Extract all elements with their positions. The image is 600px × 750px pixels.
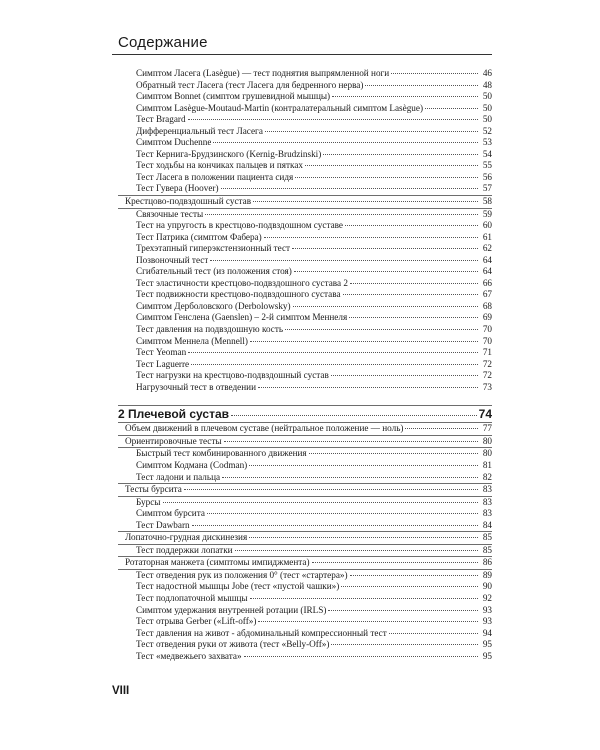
toc-entry[interactable] xyxy=(118,266,492,278)
toc-entry-title: Симптом Bonnet (симптом грушевидной мышцы) xyxy=(136,91,331,102)
toc-entry-page: 93 xyxy=(482,616,492,627)
toc-section[interactable] xyxy=(118,483,492,496)
toc-entry[interactable] xyxy=(118,126,492,138)
dot-leader xyxy=(295,177,478,178)
page-header-title: Содержание xyxy=(118,34,208,51)
toc-entry-page: 69 xyxy=(482,312,492,323)
toc-entry-title: Ротаторная манжета (симптомы импиджмента) xyxy=(125,557,310,568)
toc-entry-title: Крестцово-подвздошный сустав xyxy=(125,196,252,207)
toc-section[interactable] xyxy=(118,435,492,448)
dot-leader xyxy=(294,271,478,272)
toc-entry-title: Бурсы xyxy=(136,496,161,507)
toc-entry[interactable] xyxy=(118,593,492,605)
toc-entry[interactable] xyxy=(118,114,492,126)
table-of-contents xyxy=(118,68,492,662)
toc-entry-page: 94 xyxy=(482,627,492,638)
toc-entry-page: 61 xyxy=(482,231,492,242)
toc-entry-title: Симптом бурсита xyxy=(136,508,205,519)
dot-leader xyxy=(224,441,478,442)
toc-entry-title: Тест отведения рук из положения 0° (тест «стартера») xyxy=(136,569,348,580)
toc-entry[interactable] xyxy=(118,520,492,532)
dot-leader xyxy=(213,142,478,143)
dot-leader xyxy=(221,188,478,189)
toc-entry-title: Симптом Дерболовского (Derbolowsky) xyxy=(136,300,291,311)
toc-entry-title: Тест давления на живот - абдоминальный компрессионный тест xyxy=(136,627,387,638)
toc-entry-page: 77 xyxy=(482,423,492,434)
toc-entry-title: Тест отрыва Gerber («Lift-off») xyxy=(136,616,257,627)
toc-entry[interactable] xyxy=(118,255,492,267)
toc-entry[interactable] xyxy=(118,80,492,92)
toc-entry[interactable] xyxy=(118,605,492,617)
toc-entry[interactable] xyxy=(118,639,492,651)
toc-entry-title: Тест Гувера (Hoover) xyxy=(136,183,219,194)
toc-entry[interactable] xyxy=(118,278,492,290)
toc-entry-page: 72 xyxy=(482,358,492,369)
toc-entry-page: 50 xyxy=(482,114,492,125)
dot-leader xyxy=(331,375,478,376)
toc-entry[interactable] xyxy=(118,137,492,149)
toc-entry-page: 83 xyxy=(482,484,492,495)
toc-entry[interactable] xyxy=(118,508,492,520)
toc-entry[interactable] xyxy=(118,472,492,484)
dot-leader xyxy=(188,119,478,120)
toc-entry[interactable] xyxy=(118,160,492,172)
toc-entry-page: 95 xyxy=(482,639,492,650)
dot-leader xyxy=(191,364,478,365)
toc-entry-title: 2 Плечевой сустав xyxy=(118,407,230,422)
toc-entry-title: Тест давления на подвздошную кость xyxy=(136,324,284,335)
toc-entry-page: 60 xyxy=(482,220,492,231)
toc-entry-page: 64 xyxy=(482,254,492,265)
dot-leader xyxy=(258,621,478,622)
toc-entry-page: 85 xyxy=(482,544,492,555)
toc-entry[interactable] xyxy=(118,243,492,255)
toc-entry-title: Тест нагрузки на крестцово-подвздошный сустав xyxy=(136,370,329,381)
dot-leader xyxy=(350,283,478,284)
toc-entry[interactable] xyxy=(118,569,492,582)
toc-entry-page: 52 xyxy=(482,125,492,136)
toc-entry-page: 50 xyxy=(482,91,492,102)
dot-leader xyxy=(305,165,478,166)
toc-entry-title: Лопаточно-грудная дискинезия xyxy=(125,532,248,543)
toc-entry-page: 54 xyxy=(482,148,492,159)
toc-entry[interactable] xyxy=(118,628,492,640)
toc-entry-title: Тест Bragard xyxy=(136,114,186,125)
dot-leader xyxy=(332,96,478,97)
toc-entry[interactable] xyxy=(118,149,492,161)
toc-section[interactable] xyxy=(118,531,492,544)
toc-entry[interactable] xyxy=(118,324,492,336)
toc-section[interactable] xyxy=(118,195,492,208)
dot-leader xyxy=(184,489,478,490)
dot-leader xyxy=(312,562,478,563)
toc-entry-page: 50 xyxy=(482,102,492,113)
toc-entry-title: Нагрузочный тест в отведении xyxy=(136,381,256,392)
toc-entry-title: Тест Патрика (симптом Фабера) xyxy=(136,231,262,242)
toc-entry-title: Симптом Генслена (Gaenslen) – 2-й симптом Меннеля xyxy=(136,312,348,323)
toc-entry-page: 70 xyxy=(482,324,492,335)
toc-entry[interactable] xyxy=(118,312,492,324)
toc-entry-page: 55 xyxy=(482,160,492,171)
dot-leader xyxy=(293,306,478,307)
toc-entry[interactable] xyxy=(118,208,492,221)
toc-entry-page: 62 xyxy=(482,243,492,254)
toc-entry-title: Тест поддержки лопатки xyxy=(136,544,233,555)
toc-entry-page: 95 xyxy=(482,650,492,661)
dot-leader xyxy=(350,575,478,576)
dot-leader xyxy=(389,633,478,634)
toc-entry-title: Связочные тесты xyxy=(136,208,204,219)
toc-entry-title: Тест Dawbarn xyxy=(136,519,190,530)
toc-entry-title: Тест подвижности крестцово-подвздошного сустава xyxy=(136,289,341,300)
toc-entry-page: 81 xyxy=(482,459,492,470)
dot-leader xyxy=(345,225,478,226)
toc-entry-title: Быстрый тест комбинированного движения xyxy=(136,448,307,459)
dot-leader xyxy=(188,352,478,353)
toc-entry-page: 90 xyxy=(482,581,492,592)
toc-entry[interactable] xyxy=(118,183,492,195)
dot-leader xyxy=(328,610,478,611)
dot-leader xyxy=(323,154,478,155)
toc-entry[interactable] xyxy=(118,336,492,348)
toc-entry-page: 74 xyxy=(478,407,492,422)
toc-entry-title: Тесты бурсита xyxy=(125,484,182,495)
dot-leader xyxy=(391,73,478,74)
dot-leader xyxy=(222,477,478,478)
toc-entry-title: Тест ладони и пальца xyxy=(136,471,221,482)
toc-entry-title: Тест ходьбы на кончиках пальцев и пятках xyxy=(136,160,304,171)
dot-leader xyxy=(250,341,478,342)
toc-entry[interactable] xyxy=(118,616,492,628)
toc-entry-title: Тест Ласега в положении пациента сидя xyxy=(136,171,294,182)
toc-entry-page: 58 xyxy=(482,196,492,207)
toc-entry-page: 66 xyxy=(482,277,492,288)
toc-entry-title: Симптом Lasègue-Moutaud-Martin (контралатеральный симптом Lasègue) xyxy=(136,102,424,113)
dot-leader xyxy=(258,387,478,388)
toc-entry[interactable] xyxy=(118,103,492,115)
dot-leader xyxy=(264,237,478,238)
toc-entry[interactable] xyxy=(118,220,492,232)
toc-entry-page: 57 xyxy=(482,183,492,194)
toc-entry[interactable] xyxy=(118,382,492,394)
toc-entry[interactable] xyxy=(118,370,492,382)
toc-entry-title: Симптом Duchenne xyxy=(136,137,212,148)
toc-entry-page: 70 xyxy=(482,335,492,346)
toc-entry-title: Тест Yeoman xyxy=(136,347,187,358)
toc-entry-page: 80 xyxy=(482,448,492,459)
dot-leader xyxy=(309,453,478,454)
toc-entry[interactable] xyxy=(118,68,492,80)
toc-entry-title: Дифференциальный тест Ласега xyxy=(136,125,263,136)
toc-entry[interactable] xyxy=(118,460,492,472)
dot-leader xyxy=(292,248,478,249)
toc-entry-title: Трехэтапный гиперэкстензионный тест xyxy=(136,243,291,254)
dot-leader xyxy=(249,465,478,466)
toc-entry-title: Тест надостной мышцы Jobe (тест «пустой чашки») xyxy=(136,581,340,592)
toc-entry-title: Симптом удержания внутренней ротации (IRLS) xyxy=(136,604,327,615)
toc-entry[interactable] xyxy=(118,232,492,244)
toc-entry[interactable] xyxy=(118,301,492,313)
toc-section[interactable] xyxy=(118,556,492,569)
toc-entry-title: Сгибательный тест (из положения стоя) xyxy=(136,266,292,277)
toc-entry-title: Обратный тест Ласега (тест Ласега для бедренного нерва) xyxy=(136,79,364,90)
toc-chapter[interactable] xyxy=(118,405,492,422)
toc-entry-title: Симптом Меннела (Mennell) xyxy=(136,335,248,346)
toc-entry-title: Объем движений в плечевом суставе (нейтральное положение — ноль) xyxy=(125,423,404,434)
toc-entry-title: Тест «медвежьего захвата» xyxy=(136,650,242,661)
dot-leader xyxy=(341,586,478,587)
toc-entry-title: Симптом Ласега (Lasègue) — тест поднятия выпрямленной ноги xyxy=(136,68,390,78)
toc-entry-page: 84 xyxy=(482,519,492,530)
dot-leader xyxy=(249,537,478,538)
toc-entry[interactable] xyxy=(118,289,492,301)
dot-leader xyxy=(343,294,478,295)
toc-entry-title: Ориентировочные тесты xyxy=(125,435,222,446)
toc-entry[interactable] xyxy=(118,496,492,509)
toc-entry[interactable] xyxy=(118,347,492,359)
toc-entry-page: 72 xyxy=(482,370,492,381)
toc-entry-page: 46 xyxy=(482,68,492,78)
toc-entry-title: Тест эластичности крестцово-подвздошного сустава 2 xyxy=(136,277,348,288)
toc-gap xyxy=(118,393,492,399)
toc-entry-page: 92 xyxy=(482,592,492,603)
toc-entry[interactable] xyxy=(118,651,492,663)
toc-entry-page: 93 xyxy=(482,604,492,615)
toc-entry-title: Тест Laguerre xyxy=(136,358,190,369)
dot-leader xyxy=(163,502,479,503)
toc-entry-page: 53 xyxy=(482,137,492,148)
dot-leader xyxy=(285,329,478,330)
toc-entry-page: 85 xyxy=(482,532,492,543)
toc-entry-page: 68 xyxy=(482,300,492,311)
dot-leader xyxy=(250,598,478,599)
dot-leader xyxy=(365,85,478,86)
dot-leader xyxy=(244,656,478,657)
toc-entry[interactable] xyxy=(118,359,492,371)
toc-entry-page: 56 xyxy=(482,171,492,182)
toc-entry[interactable] xyxy=(118,581,492,593)
toc-entry-title: Тест на упругость в крестцово-подвздошном суставе xyxy=(136,220,344,231)
dot-leader xyxy=(231,415,477,416)
toc-entry-page: 80 xyxy=(482,435,492,446)
toc-entry-page: 67 xyxy=(482,289,492,300)
toc-entry-title: Позвоночный тест xyxy=(136,254,209,265)
dot-leader xyxy=(331,644,478,645)
dot-leader xyxy=(235,550,478,551)
toc-entry-page: 73 xyxy=(482,381,492,392)
dot-leader xyxy=(210,260,478,261)
toc-entry-page: 48 xyxy=(482,79,492,90)
dot-leader xyxy=(425,108,478,109)
dot-leader xyxy=(205,214,478,215)
dot-leader xyxy=(192,525,478,526)
dot-leader xyxy=(265,131,478,132)
header-rule xyxy=(112,54,492,55)
toc-entry[interactable] xyxy=(118,544,492,557)
dot-leader xyxy=(207,513,478,514)
toc-entry[interactable] xyxy=(118,91,492,103)
dot-leader xyxy=(405,428,478,429)
page-number: VIII xyxy=(112,685,130,697)
toc-entry[interactable] xyxy=(118,172,492,184)
toc-section[interactable] xyxy=(118,422,492,435)
toc-entry-page: 71 xyxy=(482,347,492,358)
toc-entry-page: 64 xyxy=(482,266,492,277)
toc-entry-page: 86 xyxy=(482,557,492,568)
dot-leader xyxy=(253,201,478,202)
toc-entry-page: 82 xyxy=(482,471,492,482)
dot-leader xyxy=(349,317,478,318)
toc-entry-page: 83 xyxy=(482,496,492,507)
toc-entry-title: Симптом Кодмана (Codman) xyxy=(136,459,248,470)
toc-entry[interactable] xyxy=(118,447,492,460)
toc-entry-title: Тест подлопаточной мышцы xyxy=(136,592,248,603)
toc-entry-title: Тест Кернига-Брудзинского (Kernig-Brudzinski) xyxy=(136,148,322,159)
toc-entry-title: Тест отведения руки от живота (тест «Belly-Off») xyxy=(136,639,330,650)
toc-entry-page: 59 xyxy=(482,208,492,219)
toc-entry-page: 83 xyxy=(482,508,492,519)
toc-entry-page: 89 xyxy=(482,569,492,580)
